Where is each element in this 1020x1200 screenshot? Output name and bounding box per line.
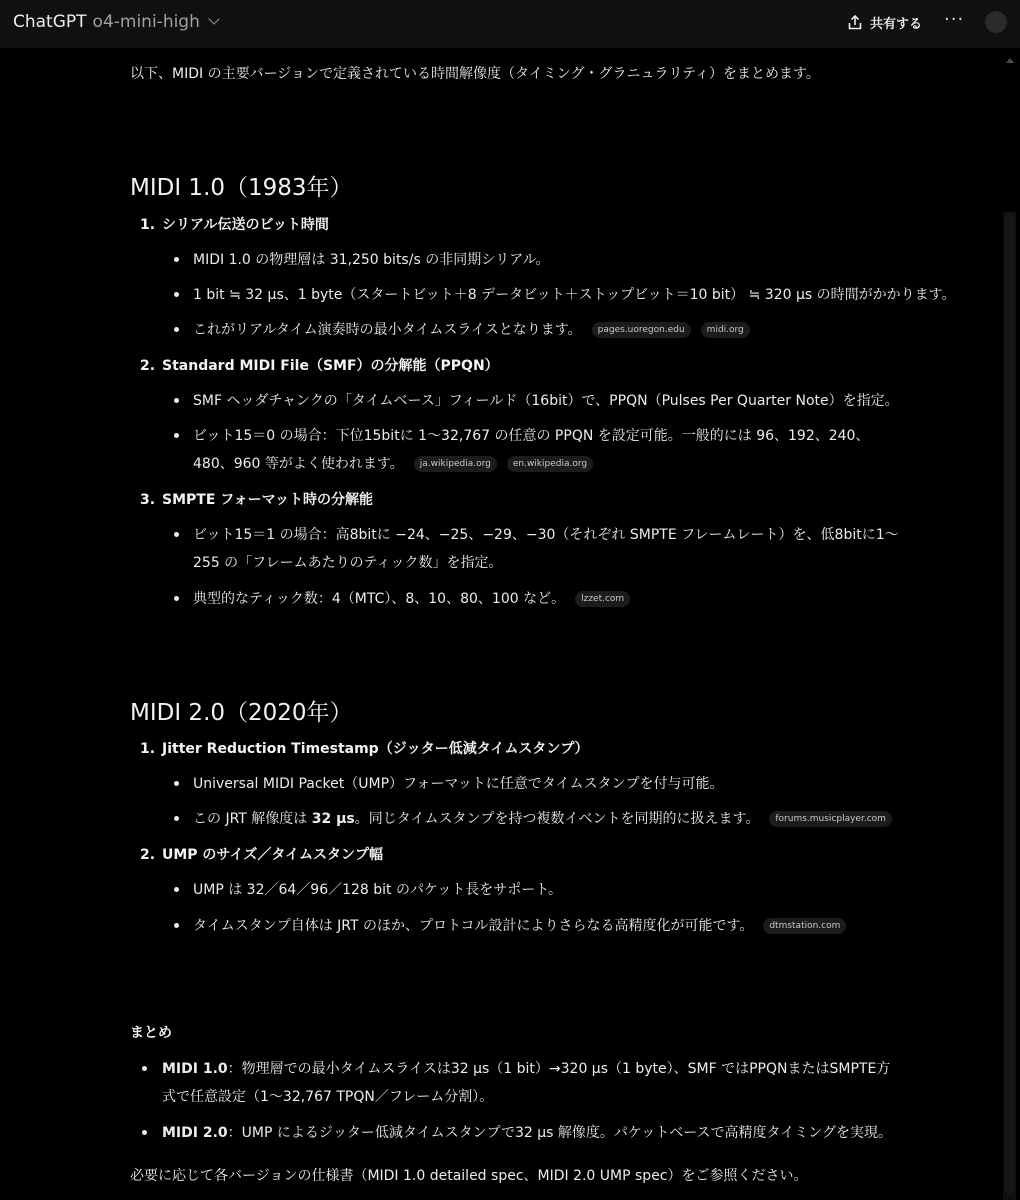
closing-text: 必要に応じて各バージョンの仕様書（MIDI 1.0 detailed spec、MIDI 2.0 UMP spec）をご参照ください。 bbox=[130, 1168, 808, 1184]
intro-text: 以下、MIDI の主要バージョンで定義されている時間解像度（タイミング・グラニュラリティ）をまとめます。 bbox=[130, 66, 820, 82]
chevron-down-icon bbox=[208, 13, 219, 24]
app-name: ChatGPT bbox=[13, 12, 87, 32]
bullet-icon bbox=[174, 923, 179, 928]
bullet-icon bbox=[174, 398, 179, 403]
list-item: UMP は 32／64／96／128 bit のパケット長をサポート。 bbox=[193, 882, 563, 898]
model-selector[interactable] bbox=[13, 12, 218, 32]
list-item: 典型的なティック数：4（MTC）、8、10、80、100 など。 lzzet.com bbox=[193, 588, 630, 609]
list-item-title: 2. Standard MIDI File（SMF）の分解能（PPQN） bbox=[140, 358, 499, 374]
summary-item: MIDI 2.0：UMP によるジッター低減タイムスタンプで32 µs 解像度。パケットベースで高精度タイミングを実現。 bbox=[162, 1125, 892, 1141]
top-bar bbox=[0, 0, 1020, 48]
list-item: この JRT 解像度は 32 µs。同じタイムスタンプを持つ複数イベントを同期的に扱えます。 forums.musicplayer.com bbox=[193, 808, 892, 829]
bullet-icon bbox=[174, 433, 179, 438]
bullet-icon bbox=[174, 532, 179, 537]
bullet-icon bbox=[174, 781, 179, 786]
avatar[interactable] bbox=[985, 11, 1007, 33]
citation-link[interactable]: midi.org bbox=[701, 322, 750, 338]
list-item: これがリアルタイム演奏時の最小タイムスライスとなります。 pages.uoregon.edu midi.org bbox=[193, 319, 750, 340]
list-item: タイムスタンプ自体は JRT のほか、プロトコル設計によりさらなる高精度化が可能です。 dtmstation.com bbox=[193, 915, 846, 936]
list-item: SMF ヘッダチャンクの「タイムベース」フィールド（16bit）で、PPQN（Pulses Per Quarter Note）を指定。 bbox=[193, 393, 899, 409]
list-item-title: 3. SMPTE フォーマット時の分解能 bbox=[140, 492, 374, 508]
summary-heading: まとめ bbox=[130, 1025, 172, 1041]
list-item: MIDI 1.0 の物理層は 31,250 bits/s の非同期シリアル。 bbox=[193, 252, 550, 268]
section-heading-midi2: MIDI 2.0（2020年） bbox=[130, 700, 353, 726]
list-item-continuation: 255 の「フレームあたりのティック数」を指定。 bbox=[193, 555, 503, 571]
bullet-icon bbox=[174, 292, 179, 297]
list-item: ビット15＝0 の場合：下位15bitに 1〜32,767 の任意の PPQN を設定可能。一般的には 96、192、240、 bbox=[193, 428, 870, 444]
list-item-title: 2. UMP のサイズ／タイムスタンプ幅 bbox=[140, 847, 384, 863]
list-item: ビット15＝1 の場合：高8bitに −24、−25、−29、−30（それぞれ SMPTE フレームレート）を、低8bitに1〜 bbox=[193, 527, 899, 543]
bullet-icon bbox=[142, 1066, 147, 1071]
bullet-icon bbox=[174, 816, 179, 821]
bullet-icon bbox=[174, 257, 179, 262]
citation-link[interactable]: pages.uoregon.edu bbox=[592, 322, 691, 338]
list-item-title: 1. シリアル伝送のビット時間 bbox=[140, 217, 329, 233]
section-heading-midi1: MIDI 1.0（1983年） bbox=[130, 175, 353, 201]
bullet-icon bbox=[174, 596, 179, 601]
bullet-icon bbox=[142, 1130, 147, 1135]
list-item: Universal MIDI Packet（UMP）フォーマットに任意でタイムスタンプを付与可能。 bbox=[193, 776, 724, 792]
bullet-icon bbox=[174, 887, 179, 892]
bullet-icon bbox=[174, 327, 179, 332]
citation-link[interactable]: dtmstation.com bbox=[763, 918, 846, 934]
share-icon bbox=[848, 15, 862, 30]
scroll-up-arrow-icon[interactable] bbox=[1006, 58, 1014, 63]
summary-item: MIDI 1.0：物理層での最小タイムスライスは32 µs（1 bit）→320 µs（1 byte）、SMF ではPPQNまたはSMPTE方 bbox=[162, 1061, 891, 1077]
scroll-thumb[interactable] bbox=[1005, 214, 1014, 1194]
scrollbar[interactable] bbox=[1003, 52, 1016, 1200]
citation-link[interactable]: forums.musicplayer.com bbox=[769, 811, 892, 827]
citation-link[interactable]: en.wikipedia.org bbox=[507, 456, 593, 472]
citation-link[interactable]: lzzet.com bbox=[575, 591, 630, 607]
list-item-continuation: 480、960 等がよく使われます。 ja.wikipedia.org en.wikipedia.org bbox=[193, 453, 593, 474]
share-label: 共有する bbox=[870, 17, 923, 32]
citation-link[interactable]: ja.wikipedia.org bbox=[414, 456, 497, 472]
list-item-title: 1. Jitter Reduction Timestamp（ジッター低減タイムスタンプ） bbox=[140, 741, 589, 757]
summary-item-continuation: 式で任意設定（1〜32,767 TPQN／フレーム分割）。 bbox=[162, 1089, 494, 1105]
model-name: o4-mini-high bbox=[92, 12, 200, 32]
list-item: 1 bit ≒ 32 µs、1 byte（スタートビット＋8 データビット＋ストップビット＝10 bit） ≒ 320 µs の時間がかかります。 bbox=[193, 287, 956, 303]
more-options-icon[interactable]: ··· bbox=[944, 9, 965, 30]
share-button[interactable] bbox=[848, 13, 922, 32]
